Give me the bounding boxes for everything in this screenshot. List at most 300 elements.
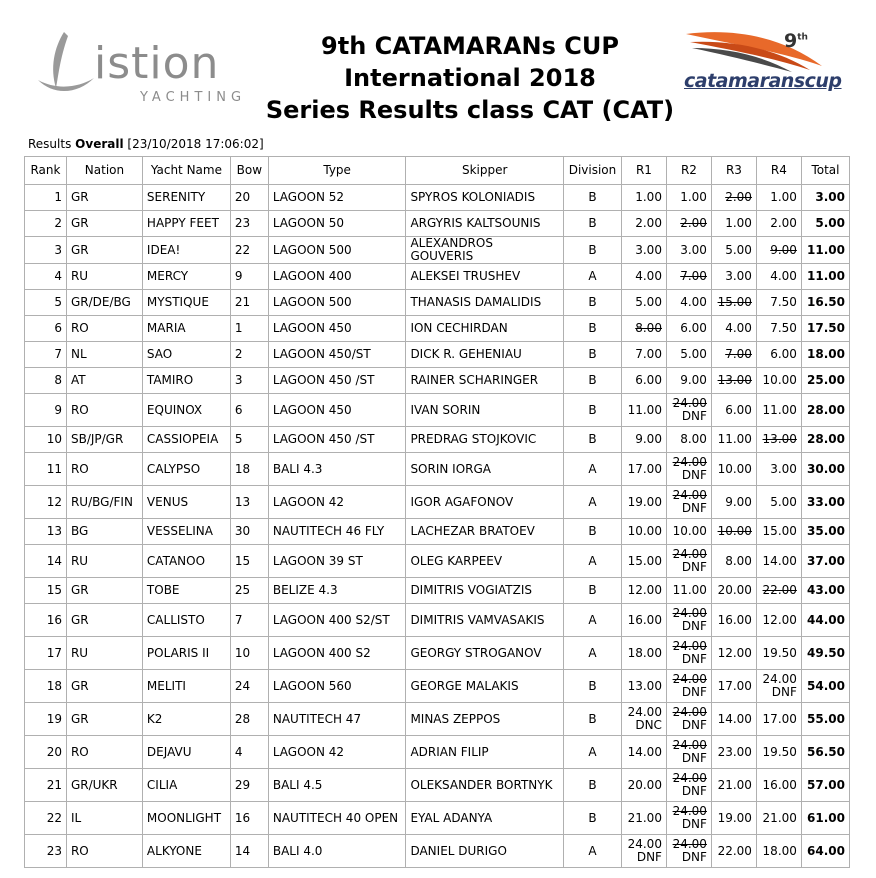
penalty-code: DNF — [636, 850, 662, 864]
race-score: 2.00 — [635, 216, 662, 230]
cell-rank: 18 — [25, 670, 67, 703]
cell-nation: GR — [66, 670, 142, 703]
cell-race-1 — [621, 703, 666, 736]
cell-total: 11.00 — [801, 264, 849, 290]
col-header-skipper: Skipper — [406, 157, 564, 185]
race-score: 1.00 — [635, 190, 662, 204]
cell-skipper: PREDRAG STOJKOVIC — [406, 427, 564, 453]
cell-nation: RO — [66, 736, 142, 769]
race-score: 7.50 — [770, 321, 797, 335]
race-score: 19.50 — [762, 744, 797, 759]
cell-bow: 16 — [230, 802, 268, 835]
cell-total: 17.50 — [801, 316, 849, 342]
cell-nation: NL — [66, 342, 142, 368]
race-score: 4.00 — [680, 295, 707, 309]
cell-race-1 — [621, 545, 666, 578]
cell-race-1 — [621, 342, 666, 368]
cell-division: A — [563, 736, 621, 769]
cell-skipper: OLEG KARPEEV — [406, 545, 564, 578]
race-score: 4.00 — [635, 269, 662, 283]
cell-race-2 — [666, 185, 711, 211]
race-score: 6.00 — [635, 373, 662, 387]
cell-skipper: DANIEL DURIGO — [406, 835, 564, 868]
race-score: 10.00 — [672, 524, 707, 538]
cell-race-3 — [711, 185, 756, 211]
race-score: 3.00 — [725, 269, 752, 283]
cell-race-3 — [711, 637, 756, 670]
race-score: 5.00 — [635, 295, 662, 309]
cell-race-1 — [621, 578, 666, 604]
discarded-score: 24.00 — [672, 804, 707, 818]
cell-bow: 6 — [230, 394, 268, 427]
col-header-total: Total — [801, 157, 849, 185]
cell-bow: 9 — [230, 264, 268, 290]
cell-nation: RU — [66, 264, 142, 290]
discarded-score: 9.00 — [770, 242, 797, 257]
race-score: 24.00 — [627, 837, 662, 851]
race-score: 9.00 — [680, 373, 707, 387]
cell-skipper: THANASIS DAMALIDIS — [406, 290, 564, 316]
cell-yacht-name: K2 — [142, 703, 230, 736]
cell-rank: 13 — [25, 519, 67, 545]
race-score: 21.00 — [762, 810, 797, 825]
cell-skipper: DIMITRIS VOGIATZIS — [406, 578, 564, 604]
penalty-code: DNF — [681, 501, 707, 515]
cell-skipper: SPYROS KOLONIADIS — [406, 185, 564, 211]
cell-nation: SB/JP/GR — [66, 427, 142, 453]
cell-bow: 23 — [230, 211, 268, 237]
cell-race-2 — [666, 578, 711, 604]
cell-division: B — [563, 290, 621, 316]
cell-race-4 — [756, 637, 801, 670]
cell-total: 43.00 — [801, 578, 849, 604]
cell-rank: 22 — [25, 802, 67, 835]
cup-swoosh-icon — [682, 26, 852, 76]
catamarans-cup-text: catamaranscup — [684, 70, 842, 92]
race-score: 20.00 — [627, 777, 662, 792]
event-title: 9th CATAMARANs CUP — [321, 32, 619, 60]
istion-brand-text: istion — [94, 38, 220, 89]
cell-rank: 5 — [25, 290, 67, 316]
cell-division: B — [563, 802, 621, 835]
table-row — [25, 578, 850, 604]
cell-yacht-name: DEJAVU — [142, 736, 230, 769]
cell-race-3 — [711, 290, 756, 316]
cell-division: A — [563, 545, 621, 578]
table-row — [25, 604, 850, 637]
cell-race-3 — [711, 427, 756, 453]
cell-skipper: OLEKSANDER BORTNYK — [406, 769, 564, 802]
cell-division: B — [563, 211, 621, 237]
results-table-body — [25, 185, 850, 868]
table-row — [25, 736, 850, 769]
cell-skipper: ALEKSEI TRUSHEV — [406, 264, 564, 290]
cell-race-4 — [756, 835, 801, 868]
cell-nation: GR/DE/BG — [66, 290, 142, 316]
cell-race-4 — [756, 703, 801, 736]
race-score: 9.00 — [635, 432, 662, 446]
cell-nation: RU — [66, 545, 142, 578]
race-score: 18.00 — [627, 645, 662, 660]
cell-race-3 — [711, 578, 756, 604]
cell-race-4 — [756, 604, 801, 637]
race-score: 17.00 — [762, 711, 797, 726]
race-score: 6.00 — [680, 321, 707, 335]
table-row — [25, 342, 850, 368]
col-header-division: Division — [563, 157, 621, 185]
cell-race-2 — [666, 545, 711, 578]
cell-nation: RO — [66, 394, 142, 427]
cell-rank: 23 — [25, 835, 67, 868]
cell-division: A — [563, 604, 621, 637]
cell-bow: 18 — [230, 453, 268, 486]
race-score: 14.00 — [717, 711, 752, 726]
cell-race-2 — [666, 394, 711, 427]
penalty-code: DNF — [681, 784, 707, 798]
cell-race-3 — [711, 394, 756, 427]
penalty-code: DNF — [681, 409, 707, 423]
cell-bow: 4 — [230, 736, 268, 769]
cell-race-3 — [711, 604, 756, 637]
cell-race-4 — [756, 670, 801, 703]
penalty-code: DNF — [681, 468, 707, 482]
cell-race-4 — [756, 453, 801, 486]
cell-race-2 — [666, 736, 711, 769]
cell-division: B — [563, 769, 621, 802]
cell-race-3 — [711, 342, 756, 368]
cell-skipper: DICK R. GEHENIAU — [406, 342, 564, 368]
cell-race-3 — [711, 519, 756, 545]
race-score: 16.00 — [627, 612, 662, 627]
cell-race-3 — [711, 237, 756, 264]
cell-total: 54.00 — [801, 670, 849, 703]
race-score: 24.00 — [627, 705, 662, 719]
cell-race-4 — [756, 211, 801, 237]
cell-bow: 10 — [230, 637, 268, 670]
cell-type: LAGOON 450 — [268, 394, 406, 427]
race-score: 10.00 — [627, 524, 662, 538]
cell-division: B — [563, 342, 621, 368]
discarded-score: 24.00 — [672, 606, 707, 620]
discarded-score: 13.00 — [717, 373, 752, 387]
discarded-score: 24.00 — [672, 639, 707, 653]
cell-race-2 — [666, 264, 711, 290]
race-score: 9.00 — [725, 494, 752, 509]
cell-bow: 24 — [230, 670, 268, 703]
cell-bow: 30 — [230, 519, 268, 545]
penalty-code: DNF — [681, 560, 707, 574]
cell-race-1 — [621, 237, 666, 264]
table-row — [25, 185, 850, 211]
cell-total: 57.00 — [801, 769, 849, 802]
cell-rank: 7 — [25, 342, 67, 368]
cell-race-4 — [756, 316, 801, 342]
race-score: 8.00 — [725, 553, 752, 568]
cell-race-1 — [621, 835, 666, 868]
race-score: 5.00 — [725, 242, 752, 257]
cell-rank: 20 — [25, 736, 67, 769]
cell-race-2 — [666, 290, 711, 316]
cell-type: LAGOON 39 ST — [268, 545, 406, 578]
discarded-score: 24.00 — [672, 837, 707, 851]
discarded-score: 22.00 — [762, 583, 797, 597]
cell-yacht-name: CATANOO — [142, 545, 230, 578]
table-row — [25, 545, 850, 578]
cell-race-1 — [621, 802, 666, 835]
race-score: 22.00 — [717, 843, 752, 858]
cell-yacht-name: IDEA! — [142, 237, 230, 264]
cell-total: 44.00 — [801, 604, 849, 637]
cell-skipper: RAINER SCHARINGER — [406, 368, 564, 394]
discarded-score: 15.00 — [717, 295, 752, 309]
cell-division: B — [563, 703, 621, 736]
cell-race-3 — [711, 264, 756, 290]
cell-bow: 29 — [230, 769, 268, 802]
penalty-code: DNF — [681, 850, 707, 864]
col-header-r2: R2 — [666, 157, 711, 185]
cell-race-3 — [711, 211, 756, 237]
table-row — [25, 368, 850, 394]
cell-race-2 — [666, 835, 711, 868]
table-row — [25, 670, 850, 703]
discarded-score: 24.00 — [672, 705, 707, 719]
cell-race-1 — [621, 185, 666, 211]
discarded-score: 8.00 — [635, 321, 662, 335]
cell-nation: GR — [66, 578, 142, 604]
cell-race-1 — [621, 316, 666, 342]
cell-nation: RU/BG/FIN — [66, 486, 142, 519]
discarded-score: 24.00 — [672, 672, 707, 686]
cell-bow: 21 — [230, 290, 268, 316]
cell-race-3 — [711, 802, 756, 835]
cell-nation: RO — [66, 453, 142, 486]
cell-race-2 — [666, 486, 711, 519]
cell-bow: 15 — [230, 545, 268, 578]
cell-type: NAUTITECH 47 — [268, 703, 406, 736]
cell-division: B — [563, 427, 621, 453]
race-score: 12.00 — [762, 612, 797, 627]
cell-type: LAGOON 450 — [268, 316, 406, 342]
cell-race-1 — [621, 736, 666, 769]
discarded-score: 13.00 — [762, 432, 797, 446]
penalty-code: DNF — [771, 685, 797, 699]
cell-race-4 — [756, 427, 801, 453]
cell-race-4 — [756, 545, 801, 578]
cell-race-2 — [666, 342, 711, 368]
cell-yacht-name: SERENITY — [142, 185, 230, 211]
cell-bow: 7 — [230, 604, 268, 637]
cell-rank: 1 — [25, 185, 67, 211]
cell-rank: 8 — [25, 368, 67, 394]
yachting-brand-text: YACHTING — [140, 90, 247, 105]
cell-nation: IL — [66, 802, 142, 835]
cell-total: 16.50 — [801, 290, 849, 316]
table-row — [25, 211, 850, 237]
cell-nation: RO — [66, 835, 142, 868]
race-score: 2.00 — [770, 216, 797, 230]
cell-rank: 19 — [25, 703, 67, 736]
cell-rank: 15 — [25, 578, 67, 604]
cell-rank: 17 — [25, 637, 67, 670]
cell-yacht-name: VESSELINA — [142, 519, 230, 545]
col-header-r4: R4 — [756, 157, 801, 185]
cell-race-2 — [666, 670, 711, 703]
cell-nation: GR/UKR — [66, 769, 142, 802]
race-score: 11.00 — [627, 402, 662, 417]
penalty-code: DNF — [681, 619, 707, 633]
cell-nation: BG — [66, 519, 142, 545]
race-score: 15.00 — [762, 524, 797, 538]
race-score: 19.00 — [627, 494, 662, 509]
cell-rank: 3 — [25, 237, 67, 264]
table-row — [25, 453, 850, 486]
cell-total: 5.00 — [801, 211, 849, 237]
cell-bow: 28 — [230, 703, 268, 736]
cell-skipper: MINAS ZEPPOS — [406, 703, 564, 736]
race-score: 16.00 — [717, 612, 752, 627]
cell-race-4 — [756, 486, 801, 519]
cell-skipper: GEORGY STROGANOV — [406, 637, 564, 670]
col-header-yacht-name: Yacht Name — [142, 157, 230, 185]
results-subtitle — [28, 137, 264, 151]
cell-type: LAGOON 50 — [268, 211, 406, 237]
cell-race-2 — [666, 604, 711, 637]
race-score: 1.00 — [770, 190, 797, 204]
discarded-score: 7.00 — [725, 347, 752, 361]
cell-race-2 — [666, 802, 711, 835]
cell-bow: 14 — [230, 835, 268, 868]
cell-total: 49.50 — [801, 637, 849, 670]
cell-type: LAGOON 400 S2 — [268, 637, 406, 670]
cell-division: B — [563, 578, 621, 604]
cell-race-2 — [666, 237, 711, 264]
race-score: 23.00 — [717, 744, 752, 759]
cell-total: 56.50 — [801, 736, 849, 769]
cell-race-1 — [621, 453, 666, 486]
table-row — [25, 835, 850, 868]
cell-type: BALI 4.0 — [268, 835, 406, 868]
cell-race-4 — [756, 264, 801, 290]
race-score: 5.00 — [770, 494, 797, 509]
race-score: 24.00 — [762, 672, 797, 686]
cell-type: LAGOON 52 — [268, 185, 406, 211]
cell-race-3 — [711, 453, 756, 486]
cell-yacht-name: HAPPY FEET — [142, 211, 230, 237]
edition-suffix: th — [797, 32, 808, 43]
cell-race-1 — [621, 604, 666, 637]
cell-type: LAGOON 450/ST — [268, 342, 406, 368]
cell-race-3 — [711, 835, 756, 868]
cell-skipper: IGOR AGAFONOV — [406, 486, 564, 519]
race-score: 4.00 — [770, 269, 797, 283]
cell-skipper: IVAN SORIN — [406, 394, 564, 427]
cell-race-3 — [711, 670, 756, 703]
catamarans-cup-logo — [682, 26, 852, 100]
race-score: 12.00 — [627, 583, 662, 597]
cell-bow: 25 — [230, 578, 268, 604]
discarded-score: 24.00 — [672, 547, 707, 561]
table-row — [25, 802, 850, 835]
race-score: 17.00 — [627, 461, 662, 476]
report-title: Series Results class CAT (CAT) — [265, 96, 675, 124]
cell-type: LAGOON 400 — [268, 264, 406, 290]
race-score: 11.00 — [717, 432, 752, 446]
cell-race-3 — [711, 316, 756, 342]
cell-yacht-name: CALLISTO — [142, 604, 230, 637]
cell-nation: GR — [66, 703, 142, 736]
discarded-score: 24.00 — [672, 396, 707, 410]
cell-skipper: ION CECHIRDAN — [406, 316, 564, 342]
cell-division: B — [563, 394, 621, 427]
cell-division: B — [563, 670, 621, 703]
cell-total: 64.00 — [801, 835, 849, 868]
cell-division: B — [563, 368, 621, 394]
col-header-bow: Bow — [230, 157, 268, 185]
cell-yacht-name: ALKYONE — [142, 835, 230, 868]
penalty-code: DNF — [681, 685, 707, 699]
discarded-score: 24.00 — [672, 488, 707, 502]
cell-type: LAGOON 450 /ST — [268, 427, 406, 453]
cell-rank: 4 — [25, 264, 67, 290]
discarded-score: 2.00 — [680, 216, 707, 230]
cell-total: 11.00 — [801, 237, 849, 264]
cell-race-1 — [621, 211, 666, 237]
cell-race-4 — [756, 802, 801, 835]
cell-type: LAGOON 400 S2/ST — [268, 604, 406, 637]
cell-total: 30.00 — [801, 453, 849, 486]
race-score: 15.00 — [627, 553, 662, 568]
cell-race-2 — [666, 453, 711, 486]
cell-race-4 — [756, 769, 801, 802]
race-score: 21.00 — [627, 810, 662, 825]
cell-bow: 13 — [230, 486, 268, 519]
results-timestamp: [23/10/2018 17:06:02] — [127, 137, 264, 151]
cell-total: 28.00 — [801, 394, 849, 427]
cell-type: LAGOON 560 — [268, 670, 406, 703]
discarded-score: 24.00 — [672, 771, 707, 785]
cell-race-1 — [621, 769, 666, 802]
cell-division: A — [563, 637, 621, 670]
cell-type: BALI 4.5 — [268, 769, 406, 802]
cell-yacht-name: VENUS — [142, 486, 230, 519]
cell-total: 25.00 — [801, 368, 849, 394]
event-subtitle: International 2018 — [344, 64, 596, 92]
cell-total: 61.00 — [801, 802, 849, 835]
race-score: 6.00 — [725, 402, 752, 417]
cell-division: B — [563, 316, 621, 342]
discarded-score: 10.00 — [717, 524, 752, 538]
cell-race-2 — [666, 211, 711, 237]
cell-yacht-name: CALYPSO — [142, 453, 230, 486]
cell-skipper: SORIN IORGA — [406, 453, 564, 486]
cell-skipper: ADRIAN FILIP — [406, 736, 564, 769]
cell-race-1 — [621, 368, 666, 394]
cell-total: 33.00 — [801, 486, 849, 519]
race-score: 3.00 — [680, 242, 707, 257]
race-score: 7.50 — [770, 295, 797, 309]
cell-skipper: LACHEZAR BRATOEV — [406, 519, 564, 545]
cell-rank: 11 — [25, 453, 67, 486]
cell-division: B — [563, 237, 621, 264]
race-score: 21.00 — [717, 777, 752, 792]
race-score: 19.00 — [717, 810, 752, 825]
cell-nation: GR — [66, 211, 142, 237]
cell-rank: 6 — [25, 316, 67, 342]
cell-race-2 — [666, 519, 711, 545]
table-row — [25, 237, 850, 264]
cell-race-1 — [621, 394, 666, 427]
race-score: 16.00 — [762, 777, 797, 792]
